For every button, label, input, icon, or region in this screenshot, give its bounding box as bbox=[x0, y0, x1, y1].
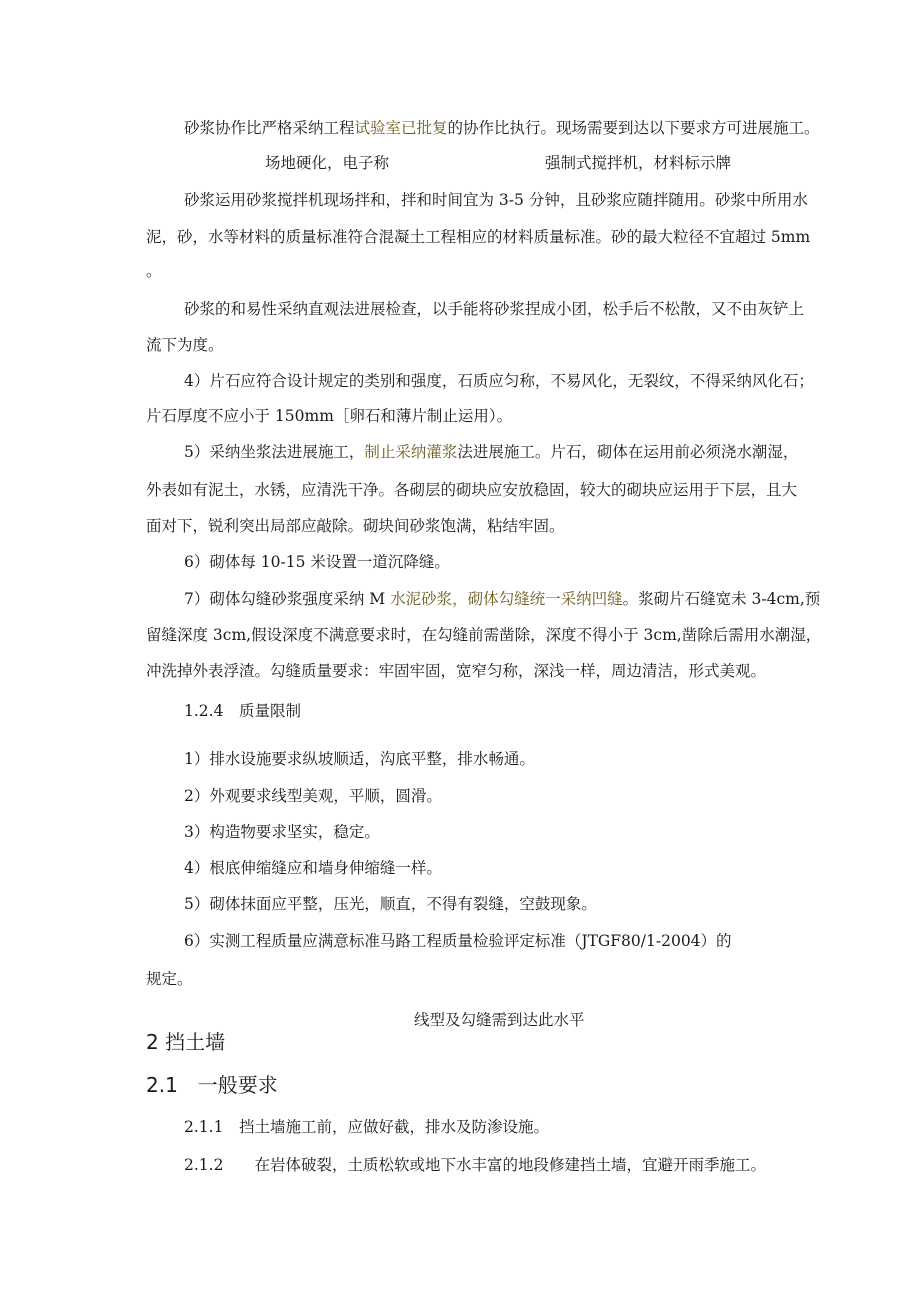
paragraph-line: 。 bbox=[146, 262, 162, 280]
paragraph-line: 面对下，锐利突出局部应敲除。砌块间砂浆饱满，粘结牢固。 bbox=[146, 517, 565, 535]
caption-line: 场地硬化，电子称 bbox=[265, 154, 390, 172]
text-run: 7）砌体勾缝砂浆强度采纳 M bbox=[184, 590, 391, 608]
highlighted-text: 水泥砂浆，砌体勾缝统一采纳凹缝 bbox=[390, 590, 623, 608]
list-item bbox=[184, 589, 820, 609]
section-heading: 2.1 一般要求 bbox=[146, 1073, 278, 1097]
clause-line: 2.1.2 在岩体破裂，土质松软或地下水丰富的地段修建挡土墙，宜避开雨季施工。 bbox=[184, 1156, 766, 1174]
paragraph-line bbox=[184, 118, 820, 138]
paragraph-line: 规定。 bbox=[146, 970, 193, 988]
list-item: 6）实测工程质量应满意标准马路工程质量检验评定标准（JTGF80/1-2004）的 bbox=[184, 932, 732, 950]
list-item: 4）片石应符合设计规定的类别和强度，石质应匀称，不易风化，无裂纹，不得采纳风化石； bbox=[184, 372, 814, 390]
list-item: 5）砌体抹面应平整，压光，顺直，不得有裂缝，空鼓现象。 bbox=[184, 895, 597, 913]
chapter-heading: 2 挡土墙 bbox=[146, 1030, 226, 1054]
caption-line: 强制式搅拌机，材料标示牌 bbox=[545, 154, 732, 172]
list-item: 2）外观要求线型美观，平顺，圆滑。 bbox=[184, 787, 442, 805]
list-item: 6）砌体每 10-15 米设置一道沉降缝。 bbox=[184, 553, 450, 571]
paragraph-line: 留缝深度 3cm,假设深度不满意要求时，在勾缝前需凿除，深度不得小于 3cm,凿除后需用水潮湿， bbox=[146, 626, 822, 644]
paragraph-line: 泥，砂，水等材料的质量标准符合混凝土工程相应的材料质量标准。砂的最大粒径不宜超过 5mm bbox=[146, 228, 811, 246]
paragraph-line: 流下为度。 bbox=[146, 336, 224, 354]
paragraph-line: 砂浆的和易性采纳直观法进展检查，以手能将砂浆捏成小团，松手后不松散，又不由灰铲上 bbox=[184, 300, 805, 318]
paragraph-line: 砂浆运用砂浆搅拌机现场拌和，拌和时间宜为 3-5 分钟，且砂浆应随拌随用。砂浆中所用水 bbox=[184, 191, 808, 209]
section-heading: 1.2.4 质量限制 bbox=[184, 702, 301, 720]
text-run: 的协作比执行。现场需要到达以下要求方可进展施工。 bbox=[447, 119, 820, 137]
text-run: 5）采纳坐浆法进展施工， bbox=[184, 443, 365, 461]
text-run: 砂浆协作比严格采纳工程 bbox=[184, 119, 355, 137]
text-run: 。浆砌片石缝宽未 3-4cm,预 bbox=[622, 590, 821, 608]
highlighted-text: 试验室已批复 bbox=[354, 119, 448, 137]
paragraph-line: 冲洗掉外表浮渣。勾缝质量要求：牢固牢固，宽窄匀称，深浅一样，周边清洁，形式美观。 bbox=[146, 662, 767, 680]
list-item: 1）排水设施要求纵坡顺适，沟底平整，排水畅通。 bbox=[184, 750, 535, 768]
highlighted-text: 制止采纳灌浆 bbox=[364, 443, 458, 461]
clause-line: 2.1.1 挡土墙施工前，应做好截，排水及防渗设施。 bbox=[184, 1118, 549, 1136]
paragraph-line: 外表如有泥土，水锈，应清洗干净。各砌层的砌块应安放稳固，较大的砌块应运用于下层，且大 bbox=[146, 481, 798, 499]
list-item: 3）构造物要求坚实，稳定。 bbox=[184, 823, 380, 841]
text-run: 法进展施工。片石，砌体在运用前必须浇水潮湿， bbox=[457, 443, 799, 461]
paragraph-line: 片石厚度不应小于 150mm［卵石和薄片制止运用）。 bbox=[146, 407, 513, 425]
list-item bbox=[184, 442, 798, 462]
caption-line: 线型及勾缝需到达此水平 bbox=[414, 1011, 585, 1029]
list-item: 4）根底伸缩缝应和墙身伸缩缝一样。 bbox=[184, 859, 442, 877]
